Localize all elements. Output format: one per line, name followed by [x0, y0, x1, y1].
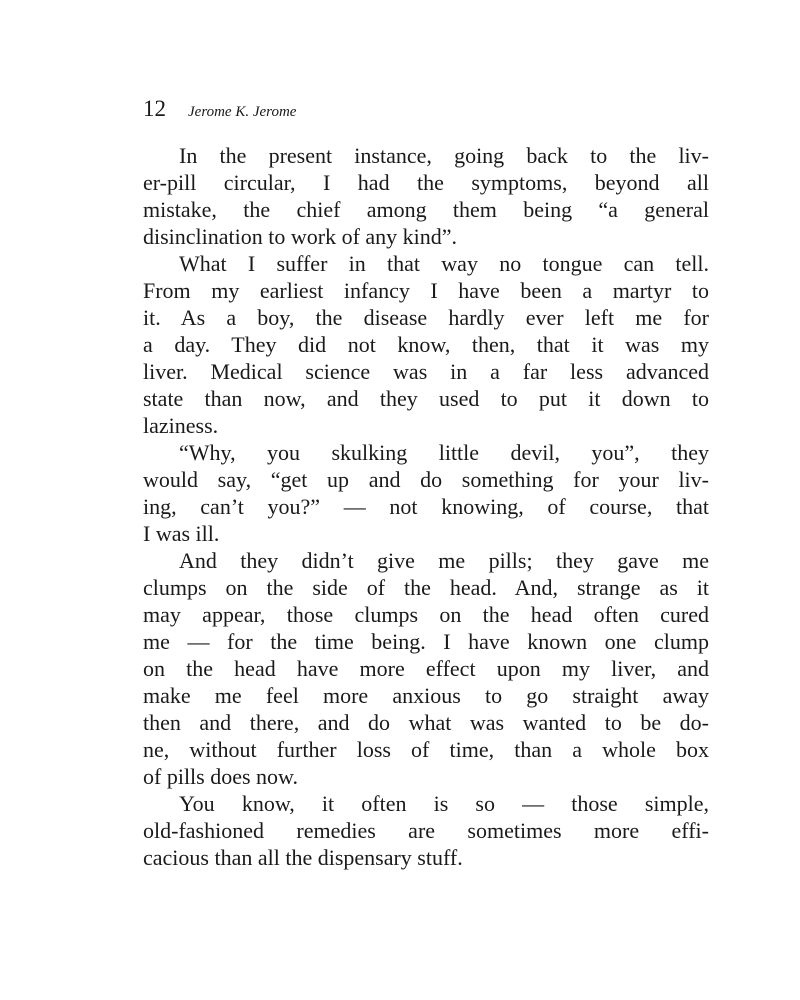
text-line: old-fashioned remedies are sometimes more effi- — [143, 818, 709, 843]
paragraph-1 — [143, 142, 709, 250]
text-line: What I suffer in that way no tongue can tell. — [179, 251, 709, 276]
text-line: From my earliest infancy I have been a martyr to — [143, 278, 709, 303]
page-number: 12 — [143, 96, 166, 121]
paragraph-3 — [143, 439, 709, 547]
text-line: liver. Medical science was in a far less advanced — [143, 359, 709, 384]
text-line: would say, “get up and do something for your liv- — [143, 467, 709, 492]
text-line: of pills does now. — [143, 764, 299, 789]
text-line: on the head have more effect upon my liver, and — [143, 656, 709, 681]
body-text — [143, 142, 709, 871]
text-line: state than now, and they used to put it down to — [143, 386, 709, 411]
text-line: me — for the time being. I have known one clump — [143, 629, 709, 654]
paragraph-2 — [143, 250, 709, 439]
text-line: ing, can’t you?” — not knowing, of course, that — [143, 494, 709, 519]
paragraph-4 — [143, 547, 709, 790]
text-line: ne, without further loss of time, than a whole box — [143, 737, 709, 762]
text-line: then and there, and do what was wanted to be do- — [143, 710, 709, 735]
text-line: may appear, those clumps on the head often cured — [143, 602, 709, 627]
text-line: laziness. — [143, 413, 219, 438]
text-line: “Why, you skulking little devil, you”, they — [179, 440, 709, 465]
text-line: You know, it often is so — those simple, — [179, 791, 709, 816]
text-line: I was ill. — [143, 521, 220, 546]
text-line: disinclination to work of any kind”. — [143, 224, 458, 249]
text-line: clumps on the side of the head. And, strange as it — [143, 575, 709, 600]
text-line: mistake, the chief among them being “a general — [143, 197, 709, 222]
text-line: er-pill circular, I had the symptoms, beyond all — [143, 170, 709, 195]
text-line: And they didn’t give me pills; they gave me — [179, 548, 709, 573]
text-line: In the present instance, going back to the liv- — [179, 143, 709, 168]
running-head — [143, 96, 296, 122]
running-head-author: Jerome K. Jerome — [188, 104, 297, 120]
text-line: a day. They did not know, then, that it was my — [143, 332, 709, 357]
paragraph-5 — [143, 790, 709, 871]
text-line: cacious than all the dispensary stuff. — [143, 845, 463, 870]
text-line: make me feel more anxious to go straight away — [143, 683, 709, 708]
text-line: it. As a boy, the disease hardly ever left me for — [143, 305, 709, 330]
